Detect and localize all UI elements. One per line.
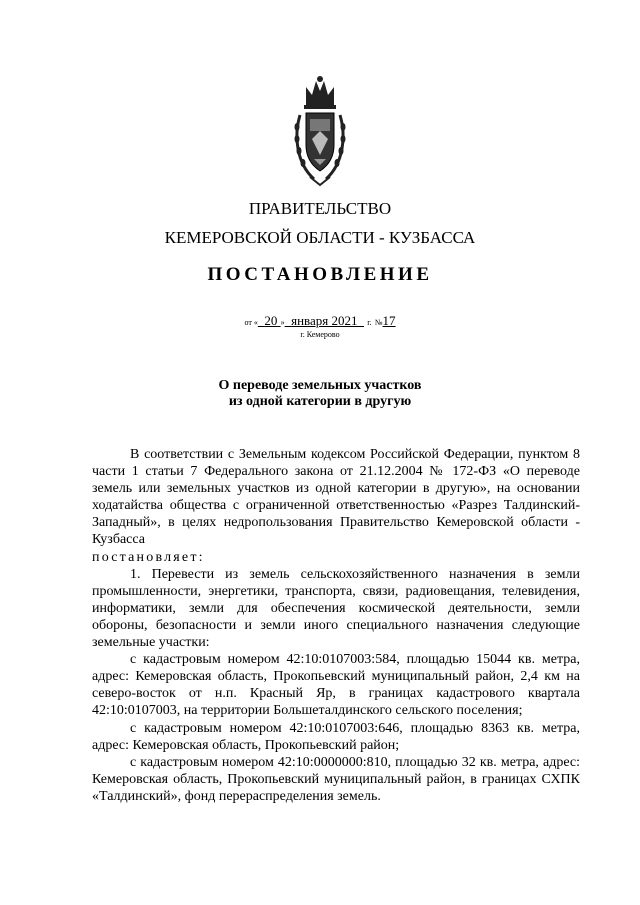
coat-of-arms-icon	[292, 75, 348, 187]
document-city: г. Кемерово	[300, 330, 340, 339]
document-type-title: ПОСТАНОВЛЕНИЕ	[207, 264, 433, 285]
preamble-paragraph: В соответствии с Земельным кодексом Российской Федерации, пунктом 8 части 1 статьи 7 Федерального закона от 21.12.2004 № 172-ФЗ «О переводе земель или земельных участков из одной категории в другую», на основании ходатайства общества с ограниченной ответственностью «Разрез Талдинский-Западный», в целях недропользования Правительство Кемеровской области - Кузбасса	[92, 447, 580, 548]
parcel-2-paragraph: с кадастровым номером 42:10:0107003:646, площадью 8363 кв. метра, адрес: Кемеровская область, Прокопьевский район;	[92, 720, 580, 753]
government-title-line1: ПРАВИТЕЛЬСТВО	[248, 199, 392, 218]
item-1-paragraph: 1. Перевести из земель сельскохозяйственного назначения в земли промышленности, энергетики, транспорта, связи, радиовещания, телевидения, информатики, земли для обеспечения космической деятельности, земли обороны, безопасности и земли иного специального назначения следующие земельные участки:	[92, 566, 581, 651]
resolves-word: постановляет:	[92, 549, 205, 565]
government-title-line2: КЕМЕРОВСКОЙ ОБЛАСТИ - КУЗБАССА	[164, 228, 476, 247]
date-day: 20	[264, 313, 278, 328]
parcel-3-paragraph: с кадастровым номером 42:10:0000000:810, площадью 32 кв. метра, адрес: Кемеровская область, Прокопьевский муниципальный район, в границах СХПК «Талдинский», фонд перераспределения земель.	[92, 754, 581, 804]
date-mid: »	[280, 318, 285, 327]
parcel-1-paragraph: с кадастровым номером 42:10:0107003:584, площадью 15044 кв. метра, адрес: Кемеровская область, Прокопьевский муниципальный район, 2,4 км на северо-восток от н.п. Красный Яр, в границах кадастрового квартала 42:10:0107003, на территории Большеталдинского сельского поселения;	[92, 652, 581, 719]
document-date-line	[0, 313, 640, 331]
subject-line1: О переводе земельных участков	[218, 378, 422, 393]
document-subject	[0, 378, 640, 410]
date-prefix: от «	[244, 318, 258, 327]
document-body	[92, 446, 580, 805]
number-label: №	[374, 318, 383, 327]
date-month-year: января 2021	[291, 313, 358, 328]
document-number: 17	[382, 313, 396, 328]
date-year-suffix: г.	[367, 318, 372, 327]
subject-line2: из одной категории в другую	[228, 394, 412, 409]
